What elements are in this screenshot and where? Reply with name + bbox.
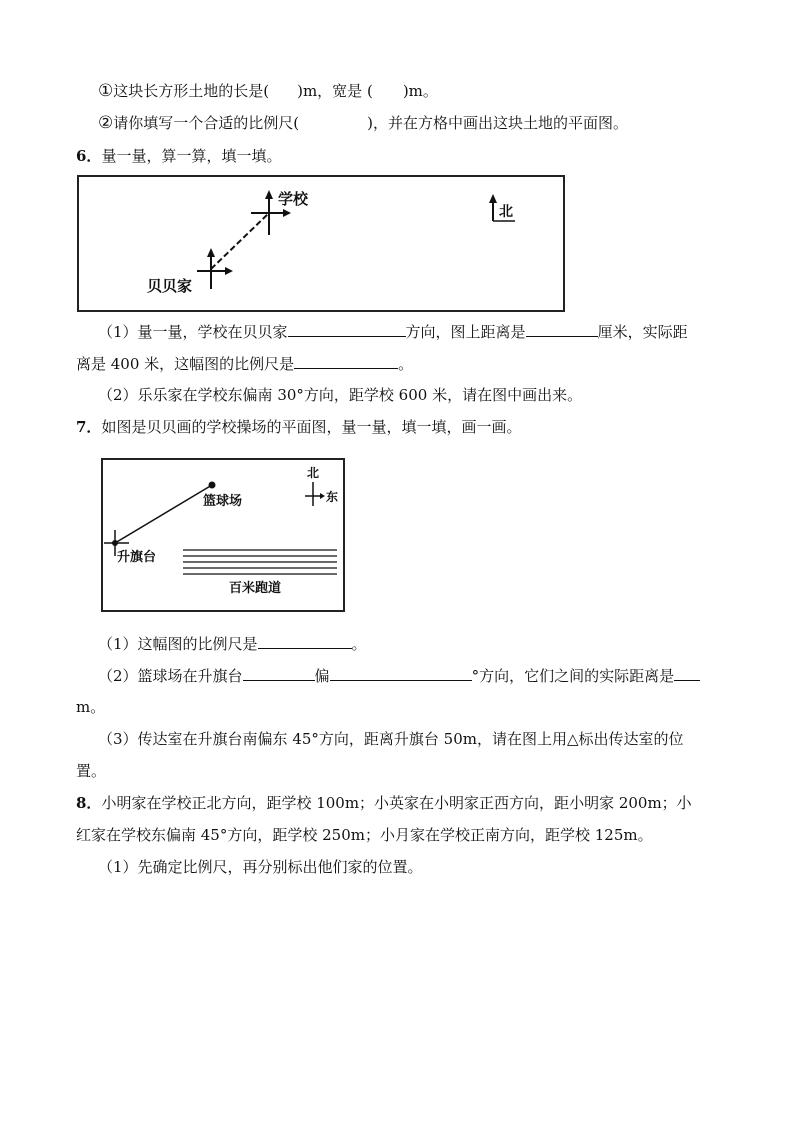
home-east-arrow	[225, 267, 233, 275]
q8-line2: 红家在学校东偏南 45°方向，距学校 250m；小月家在学校正南方向，距学校 125m。	[76, 826, 653, 844]
q7-direction-blank-1[interactable]	[243, 665, 315, 681]
q8-sub1: （1）先确定比例尺，再分别标出他们家的位置。	[98, 858, 423, 876]
q7-sub2-text-b: 偏	[314, 667, 330, 685]
q7-prompt: 如图是贝贝画的学校操场的平面图，量一量，填一填，画一画。	[101, 418, 522, 436]
school-north-arrow	[265, 190, 273, 199]
compass-north-label: 北	[499, 204, 513, 220]
q8-line1	[76, 793, 692, 813]
q7-sub2-text-a: （2）篮球场在升旗台	[98, 667, 243, 685]
compass-east-label: 东	[326, 490, 339, 504]
q7-scale-blank[interactable]	[258, 633, 352, 649]
q7-number: 7．	[76, 418, 102, 436]
court-label: 篮球场	[203, 494, 243, 509]
q7-angle-blank[interactable]	[330, 665, 472, 681]
school-label: 学校	[278, 190, 309, 208]
q5-line1-text-b: )m，宽是 (	[297, 82, 373, 100]
flag-label: 升旗台	[117, 550, 157, 565]
q7-playground-figure	[101, 458, 345, 612]
home-label: 贝贝家	[147, 277, 193, 295]
court-point	[209, 482, 216, 489]
track-label: 百米跑道	[229, 581, 282, 596]
q6-prompt: 量一量，算一算，填一填。	[101, 147, 282, 165]
school-east-arrow	[283, 209, 291, 217]
q6-sub1-text-c: 厘米，实际距	[597, 323, 688, 341]
scale-blank[interactable]	[294, 353, 398, 369]
q7-sub3-line2: 置。	[76, 762, 107, 780]
q6-sub1-text-d: 离是 400 米，这幅图的比例尺是	[76, 355, 295, 373]
flag-to-court-line	[115, 485, 212, 543]
q5-line2	[98, 113, 628, 133]
q7-sub2-line2: m。	[76, 698, 106, 716]
q6-sub2: （2）乐乐家在学校东偏南 30°方向，距学校 600 米，请在图中画出来。	[98, 386, 583, 404]
q7-distance-blank[interactable]	[674, 665, 700, 681]
q5-line2-text-b: )，并在方格中画出这块土地的平面图。	[367, 114, 628, 132]
q8-text-a: 小明家在学校正北方向，距学校 100m；小英家在小明家正西方向，距小明家 200m；小	[101, 794, 692, 812]
home-north-arrow	[207, 248, 215, 257]
q6-sub1-text-b: 方向，图上距离是	[405, 323, 526, 341]
q7-sub3-line1: （3）传达室在升旗台南偏东 45°方向，距离升旗台 50m，请在图上用△标出传达室的位	[98, 730, 684, 748]
q8-number: 8．	[76, 794, 102, 812]
q7-sub2-line1	[98, 665, 700, 686]
q7-sub1-text-a: （1）这幅图的比例尺是	[98, 635, 258, 653]
q7-heading	[76, 417, 521, 437]
q6-sub1-line1	[98, 321, 688, 342]
q6-sub1-text-e: 。	[398, 355, 414, 373]
q6-heading	[76, 146, 281, 166]
q5-line1-text-a: 这块长方形土地的长是(	[113, 82, 270, 100]
compass-north-label: 北	[307, 466, 320, 480]
q7-playground-drawing	[103, 460, 343, 610]
compass-north-arrow	[489, 194, 497, 203]
q7-sub1-text-b: 。	[351, 635, 367, 653]
q5-line2-text-a: 请你填写一个合适的比例尺(	[113, 114, 300, 132]
map-distance-blank[interactable]	[526, 321, 598, 337]
q7-sub1	[98, 633, 367, 654]
q6-sub1-text-a: （1）量一量，学校在贝贝家	[98, 323, 288, 341]
flag-point	[112, 540, 118, 546]
circle-number-1: ①	[98, 81, 114, 101]
circle-number-2: ②	[98, 113, 114, 133]
compass-east-arrow	[320, 493, 325, 499]
direction-blank[interactable]	[288, 321, 406, 337]
q6-sub1-line2	[76, 353, 413, 374]
q6-map-drawing	[79, 177, 563, 310]
q5-line1	[98, 81, 438, 101]
q6-number: 6．	[76, 147, 102, 165]
q7-sub2-text-c: °方向，它们之间的实际距离是	[471, 667, 675, 685]
route-line	[211, 213, 269, 269]
q6-map-figure	[77, 175, 565, 312]
q5-line1-text-c: )m。	[402, 82, 438, 100]
